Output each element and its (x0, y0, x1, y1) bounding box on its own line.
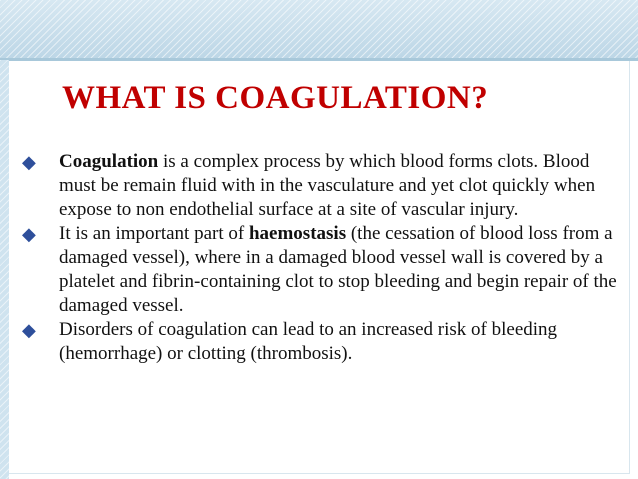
bullet-text: (the cessation of blood loss from a damaged vessel), where in a damaged blood vessel wall is covered by a platelet and fibrin-containing clot to stop bleeding and begin repair of the damaged vessel. (59, 223, 617, 316)
bullet-item-disorders (22, 318, 622, 366)
diamond-bullet-icon: ◆ (22, 224, 36, 245)
bullet-item-coagulation (22, 150, 622, 222)
left-decorative-band (0, 60, 9, 479)
bullet-term: haemostasis (248, 223, 347, 244)
bullet-list (22, 150, 622, 366)
diamond-bullet-icon: ◆ (22, 152, 36, 173)
top-decorative-band (0, 0, 638, 60)
bullet-lead: It is an important part of (59, 223, 249, 244)
bullet-text: Disorders of coagulation can lead to an increased risk of bleeding (hemorrhage) or clotting (thrombosis). (59, 319, 558, 364)
bullet-term: Coagulation (59, 151, 159, 172)
bullet-item-haemostasis (22, 222, 622, 318)
slide-title: WHAT IS COAGULATION? (62, 80, 489, 116)
bullet-text: is a complex process by which blood forms clots. Blood must be remain fluid with in the vasculature and yet clot quickly when expose to non endothelial surface at a site of vascular injury. (59, 151, 596, 220)
diamond-bullet-icon: ◆ (22, 320, 36, 341)
